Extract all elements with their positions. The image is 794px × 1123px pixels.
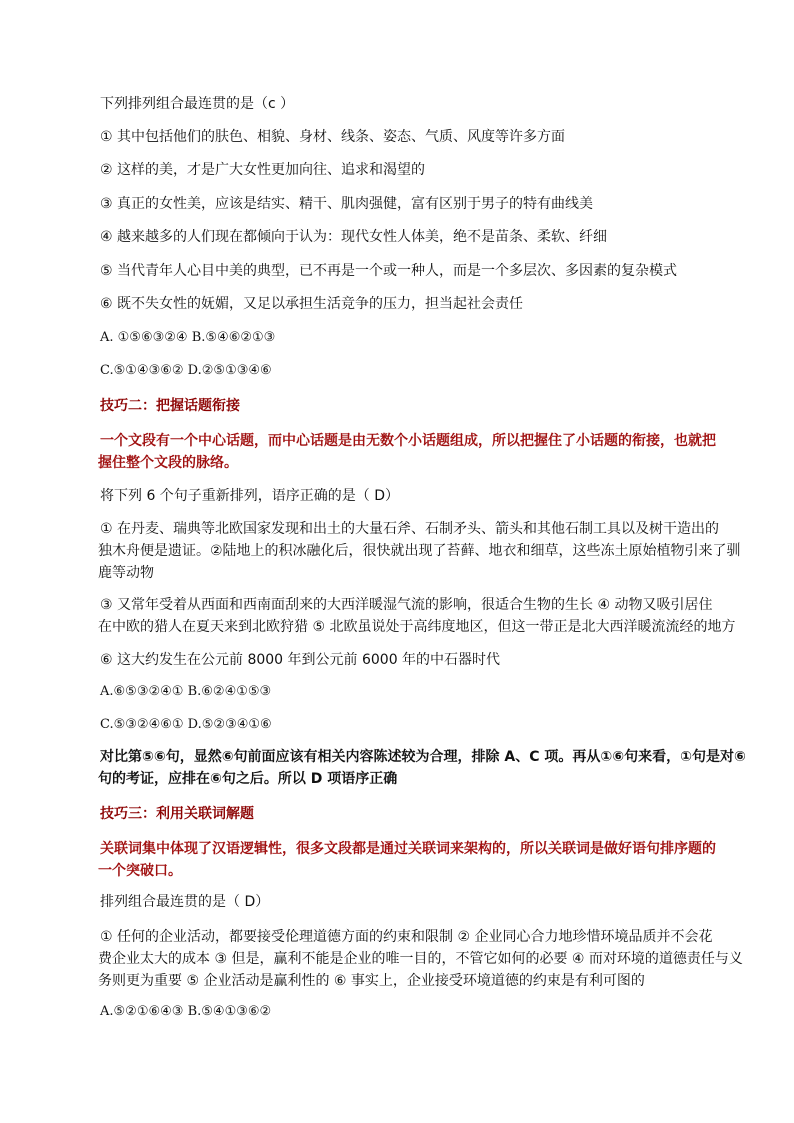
tip2-heading: 技巧二：把握话题衔接	[100, 398, 240, 414]
q2-stem: 将下列 6 个句子重新排列，语序正确的是（ D）	[100, 488, 400, 504]
q2-paragraph-3: ⑥ 这大约发生在公元前 8000 年到公元前 6000 年的中石器时代	[100, 652, 501, 668]
q1-item-1: ① 其中包括他们的肤色、相貌、身材、线条、姿态、气质、风度等许多方面	[100, 129, 565, 145]
q3-paragraph-1	[98, 926, 743, 992]
q2-p2-line-1: ③ 又常年受着从西面和西南面刮来的大西洋暖湿气流的影响，很适合生物的生长 ④ 动物又吸引居住	[100, 597, 713, 613]
q3-p1-line-3: 务则更为重要 ⑤ 企业活动是赢利性的 ⑥ 事实上，企业接受环境道德的约束是有利可图的	[98, 973, 645, 989]
tip3-desc-line-1: 关联词集中体现了汉语逻辑性，很多文段都是通过关联词来架构的，所以关联词是做好语句排序题的	[100, 841, 716, 857]
tip3-desc-line-2: 一个突破口。	[98, 863, 182, 879]
q2-p1-line-1: ① 在丹麦、瑞典等北欧国家发现和出土的大量石斧、石制矛头、箭头和其他石制工具以及树干造出的	[100, 521, 719, 537]
q2-paragraph-2	[98, 594, 736, 638]
tip2-description	[100, 430, 724, 474]
q1-item-6: ⑥ 既不失女性的妩媚，又足以承担生活竞争的压力，担当起社会责任	[100, 296, 523, 312]
q2-options-ab: A.⑥⑤③②④① B.⑥②④①⑤③	[100, 684, 272, 699]
q1-item-2: ② 这样的美，才是广大女性更加向往、追求和渴望的	[100, 162, 425, 178]
tip3-heading: 技巧三：利用关联词解题	[100, 806, 254, 822]
q1-stem: 下列排列组合最连贯的是（c ）	[100, 96, 295, 112]
q3-options-ab: A.⑤②①⑥④③ B.⑤④①③⑥②	[100, 1004, 272, 1019]
q2-p2-line-2: 在中欧的猎人在夏天来到北欧狩猎 ⑤ 北欧虽说处于高纬度地区，但这一带正是北大西洋暖流流经的地方	[98, 619, 736, 635]
q2-analysis-line-2: 句的考证，应排在⑥句之后。所以 D 项语序正确	[98, 771, 398, 787]
q3-p1-line-1: ① 任何的企业活动，都要接受伦理道德方面的约束和限制 ② 企业同心合力地珍惜环境品质并不会花	[100, 929, 713, 945]
q3-p1-line-2: 费企业太大的成本 ③ 但是，赢利不能是企业的唯一目的，不管它如何的必要 ④ 而对环境的道德责任与义	[98, 951, 743, 967]
tip2-desc-line-1: 一个文段有一个中心话题，而中心话题是由无数个小话题组成，所以把握住了小话题的衔接，也就把	[100, 433, 716, 449]
q2-analysis-line-1: 对比第⑤⑥句，显然⑥句前面应该有相关内容陈述较为合理，排除 A、C 项。再从①⑥句来看，①句是对⑥	[100, 749, 746, 765]
q2-p1-line-2: 独木舟便是遗证。②陆地上的积冰融化后，很快就出现了苔藓、地衣和细草，这些冻土原始植物引来了驯	[98, 543, 741, 559]
q1-options-cd: C.⑤①④③⑥② D.②⑤①③④⑥	[100, 363, 272, 378]
q1-item-3: ③ 真正的女性美，应该是结实、精干、肌肉强健，富有区别于男子的特有曲线美	[100, 196, 593, 212]
q3-stem: 排列组合最连贯的是（ D）	[100, 894, 270, 910]
q1-options-ab: A. ①⑤⑥③②④ B.⑤④⑥②①③	[100, 330, 276, 345]
tip2-desc-line-2: 握住整个文段的脉络。	[98, 455, 238, 471]
q2-paragraph-1	[98, 518, 741, 584]
tip3-description	[100, 838, 724, 882]
q2-analysis	[98, 746, 746, 790]
q1-item-4: ④ 越来越多的人们现在都倾向于认为：现代女性人体美，绝不是苗条、柔软、纤细	[100, 229, 607, 245]
q1-item-5: ⑤ 当代青年人心目中美的典型，已不再是一个或一种人，而是一个多层次、多因素的复杂模式	[100, 263, 677, 279]
q2-p1-line-3: 鹿等动物	[98, 565, 154, 581]
q2-options-cd: C.⑤③②④⑥① D.⑤②③④①⑥	[100, 717, 272, 732]
